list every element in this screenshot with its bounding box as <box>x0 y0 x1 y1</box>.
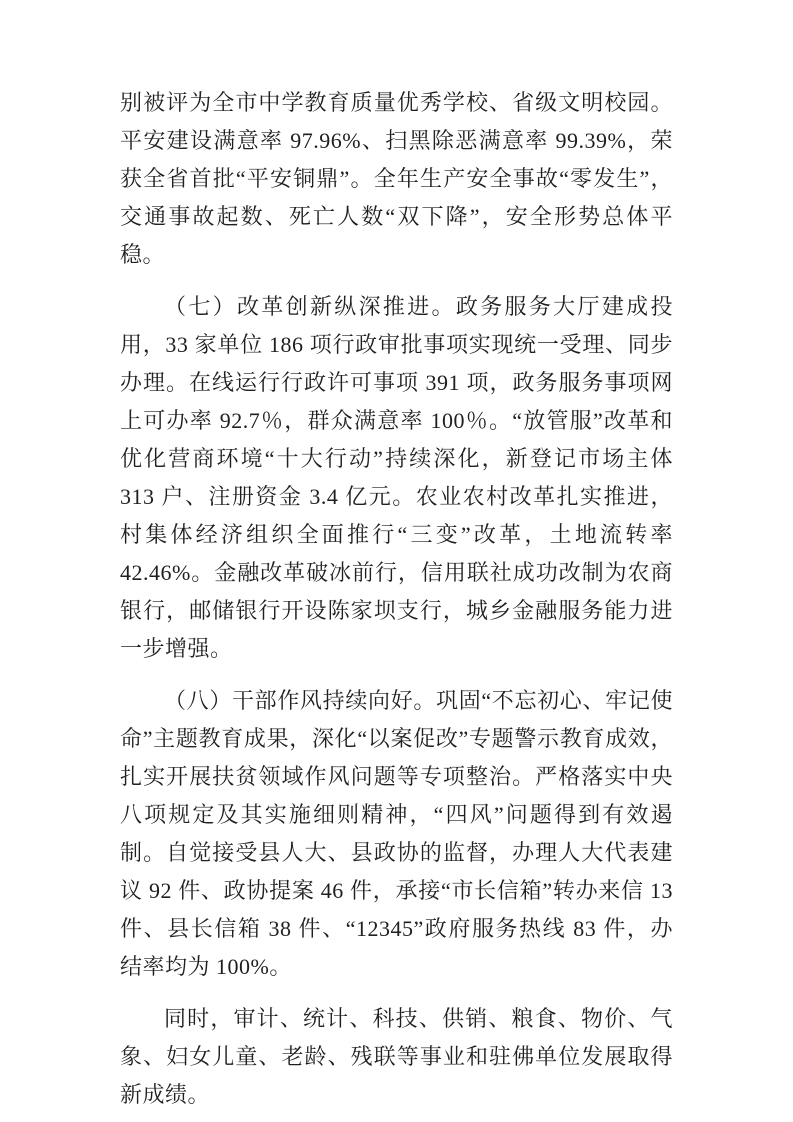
paragraph-closing <box>120 1000 673 1114</box>
document-content <box>120 84 673 1122</box>
paragraph-section-8 <box>120 682 673 986</box>
section-lead-7: （七）改革创新纵深推进。 <box>164 294 456 319</box>
paragraph-text: 别被评为全市中学教育质量优秀学校、省级文明校园。平安建设满意率 97.96%、扫黑除恶满意率 99.39%，荣获全省首批“平安铜鼎”。全年生产安全事故“零发生”，交通事故起数、死亡人数“双下降”，安全形势总体平稳。 <box>120 90 673 267</box>
paragraph-continuation <box>120 84 673 274</box>
section-lead-8: （八）干部作风持续向好。 <box>164 688 437 713</box>
paragraph-text: 同时，审计、统计、科技、供销、粮食、物价、气象、妇女儿童、老龄、残联等事业和驻佛单位发展取得新成绩。 <box>120 1006 673 1107</box>
paragraph-text: 政务服务大厅建成投用，33 家单位 186 项行政审批事项实现统一受理、同步办理。在线运行行政许可事项 391 项，政务服务事项网上可办率 92.7％，群众满意率 100％。“放管服”改革和优化营商环境“十大行动”持续深化，新登记市场主体 313 户、注册资金 3.4 亿元。农业农村改革扎实推进，村集体经济组织全面推行“三变”改革，土地流转率 42.46%。金融改革破冰前行，信用联社成功改制为农商银行，邮储银行开设陈家坝支行，城乡金融服务能力进一步增强。 <box>120 294 673 661</box>
paragraph-section-7 <box>120 288 673 668</box>
paragraph-text: 巩固“不忘初心、牢记使命”主题教育成果，深化“以案促改”专题警示教育成效，扎实开展扶贫领域作风问题等专项整治。严格落实中央八项规定及其实施细则精神，“四风”问题得到有效遏制。自觉接受县人大、县政协的监督，办理人大代表建议 92 件、政协提案 46 件，承接“市长信箱”转办来信 13 件、县长信箱 38 件、“12345”政府服务热线 83 件，办结率均为 100%。 <box>120 688 673 979</box>
